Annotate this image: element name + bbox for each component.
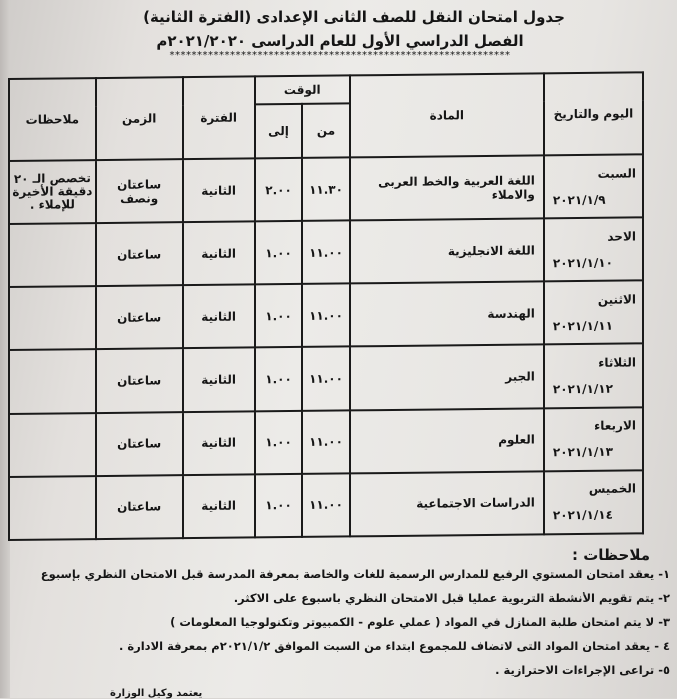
notes-cell <box>9 413 96 477</box>
day-date-cell <box>544 470 643 534</box>
from-cell: ١١.٠٠ <box>302 284 349 348</box>
notes-cell <box>9 223 96 287</box>
day-date-cell <box>544 218 643 282</box>
signature-line: يعتمد وكيل الوزارة <box>110 688 203 699</box>
day-name: الاربعاء <box>594 418 636 434</box>
notes-cell <box>9 476 96 540</box>
subject-cell <box>350 345 544 410</box>
day-date: ٢٠٢١/١/١٠ <box>552 255 613 271</box>
title-main: جدول امتحان النقل للصف الثانى الإعدادى <box>256 8 565 26</box>
day-name: الثلاثاء <box>598 355 636 370</box>
notes-cell: تخصص الـ ٢٠ دقيقة الأخيرة للإملاء . <box>9 160 96 224</box>
duration-cell: ساعتان <box>96 285 183 349</box>
to-cell: ٢.٠٠ <box>255 158 302 222</box>
duration-cell: ساعتان <box>96 349 183 413</box>
title-line <box>60 8 620 26</box>
header-to: إلى <box>255 104 302 158</box>
from-cell: ١١.٠٠ <box>302 347 349 411</box>
day-date-cell <box>544 407 643 471</box>
duration-cell: ساعتان ونصف <box>96 159 183 223</box>
notes-list <box>8 568 670 688</box>
header-period: الفترة <box>183 76 255 159</box>
subject-name: الدراسات الاجتماعية <box>416 495 535 512</box>
to-cell: ١.٠٠ <box>255 221 302 285</box>
title-period: (الفترة الثانية) <box>143 8 252 26</box>
header-subject: المادة <box>350 73 544 157</box>
to-cell: ١.٠٠ <box>255 284 302 348</box>
day-date: ٢٠٢١/١/١٣ <box>552 444 613 460</box>
day-date-cell <box>544 154 643 218</box>
header-day-date: اليوم والتاريخ <box>544 72 643 155</box>
period-cell: الثانية <box>183 411 255 475</box>
table-row <box>9 218 643 288</box>
duration-cell: ساعتان <box>96 412 183 476</box>
period-cell: الثانية <box>183 285 255 349</box>
subject-name: اللغة العربية والخط العربى والاملاء <box>378 173 535 202</box>
table-row <box>9 344 643 414</box>
header <box>60 6 620 61</box>
note-item: ٥- تراعى الإجراءات الاحترازية . <box>495 664 670 677</box>
subject-cell <box>350 471 544 536</box>
note-item: ٣- لا يتم امتحان طلبة المنازل في المواد ( عملي علوم - الكمبيوتر وتكنولوجيا المعلومات ) <box>170 616 670 629</box>
notes-heading: ملاحظات : <box>571 546 650 564</box>
to-cell: ١.٠٠ <box>255 474 302 538</box>
from-cell: ١١.٠٠ <box>302 221 349 285</box>
period-cell: الثانية <box>183 348 255 412</box>
subject-cell <box>350 408 544 473</box>
notes-cell <box>9 350 96 414</box>
exam-schedule-table <box>8 71 644 541</box>
day-name: الاثنين <box>597 292 636 307</box>
day-name: السبت <box>597 166 636 181</box>
duration-cell: ساعتان <box>96 222 183 286</box>
subject-name: اللغة الانجليزية <box>447 243 535 259</box>
from-cell: ١١.٠٠ <box>302 473 349 537</box>
subject-cell <box>350 282 544 347</box>
day-name: الخميس <box>588 481 636 497</box>
from-cell: ١١.٠٠ <box>302 410 349 474</box>
from-cell: ١١.٣٠ <box>302 157 349 221</box>
day-date-cell <box>544 344 643 408</box>
table-row <box>9 407 643 477</box>
day-date-cell <box>544 281 643 345</box>
notes-cell <box>9 286 96 350</box>
header-duration: الزمن <box>96 77 183 160</box>
day-name: الاحد <box>607 229 636 244</box>
period-cell: الثانية <box>183 222 255 286</box>
to-cell: ١.٠٠ <box>255 411 302 475</box>
table-row <box>9 281 643 351</box>
day-date: ٢٠٢١/١/١١ <box>552 318 613 334</box>
day-date: ٢٠٢١/١/٩ <box>552 192 606 207</box>
note-item: ٢- يتم تقويم الأنشطة التربوية عمليا قبل الامتحان النظري باسبوع على الاكثر. <box>233 592 670 605</box>
subject-name: العلوم <box>498 432 535 448</box>
star-divider: ************************************************************** <box>169 50 511 61</box>
note-item: ٤ - يعقد امتحان المواد التى لاتضاف للمجموع ابتداء من السبت الموافق ٢٠٢١/١/٢م بمعرفة الادارة . <box>118 640 670 653</box>
subtitle: الفصل الدراسي الأول للعام الدراسى ٢٠٢١/٢٠٢٠م <box>156 32 524 50</box>
day-date: ٢٠٢١/١/١٤ <box>552 508 613 523</box>
subject-cell <box>350 155 544 220</box>
header-from: من <box>302 103 349 157</box>
subject-cell <box>350 219 544 284</box>
period-cell: الثانية <box>183 158 255 222</box>
header-notes: ملاحظات <box>9 78 96 161</box>
table-row <box>9 154 643 224</box>
duration-cell: ساعتان <box>96 475 183 539</box>
table-row <box>9 470 643 540</box>
note-item: ١- يعقد امتحان المستوي الرفيع للمدارس الرسمية للغات والخاصة بمعرفة المدرسة قبل الامتحان النظري بإسبوع <box>40 568 670 581</box>
period-cell: الثانية <box>183 474 255 538</box>
day-date: ٢٠٢١/١/١٢ <box>552 381 613 397</box>
subject-name: الجبر <box>505 369 535 384</box>
to-cell: ١.٠٠ <box>255 347 302 411</box>
subject-name: الهندسة <box>487 306 535 321</box>
header-time: الوقت <box>255 75 350 104</box>
